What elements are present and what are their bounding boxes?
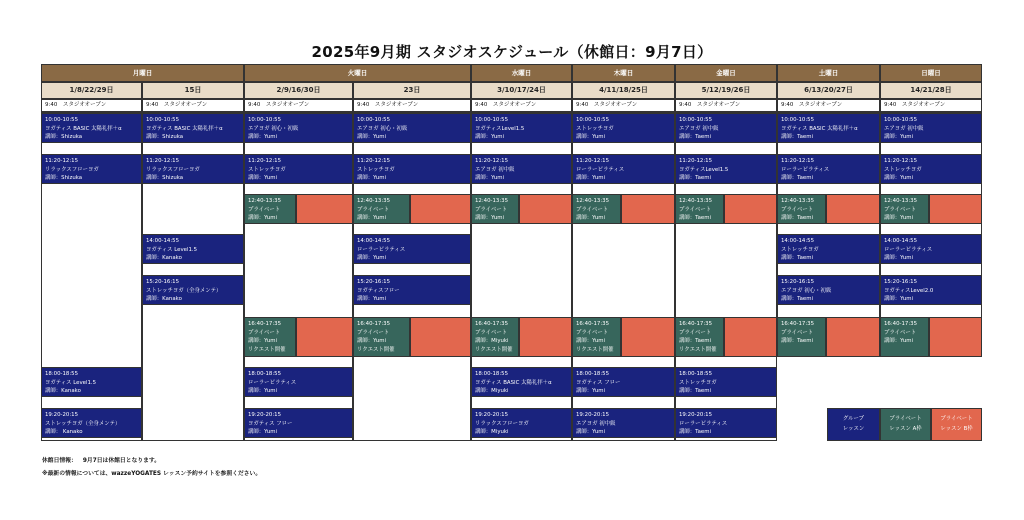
lesson-time: 11:20-12:15 [248, 158, 282, 164]
lesson-instructor: 講師：Miyuki [475, 388, 509, 395]
private-lesson-block [244, 317, 296, 357]
lesson-time: 12:40-13:35 [576, 198, 610, 204]
lesson-instructor: 講師：Yumi [576, 429, 606, 436]
lesson-time: 18:00-18:55 [679, 371, 713, 377]
lesson-instructor: 講師：Yumi [884, 296, 914, 303]
lesson-time: 10:00-10:55 [357, 117, 391, 123]
weekday-header: 日曜日 [880, 64, 982, 82]
lesson-time: 16:40-17:35 [248, 321, 282, 327]
lesson-block [353, 113, 471, 143]
lesson-instructor: 講師：Yumi [357, 296, 387, 303]
lesson-instructor: 講師：Yumi [884, 338, 914, 345]
lesson-name: プライベート [781, 206, 814, 213]
lesson-block [880, 154, 982, 184]
date-header: 3/10/17/24日 [471, 82, 572, 99]
lesson-name: プライベート [475, 206, 508, 213]
lesson-time: 11:20-12:15 [45, 158, 79, 164]
studio-open-row: 9:40 スタジオオープン [142, 99, 244, 112]
lesson-time: 19:20-20:15 [576, 412, 610, 418]
lesson-time: 12:40-13:35 [781, 198, 815, 204]
lesson-instructor: 講師：Taemi [781, 175, 813, 182]
private-lesson-block [880, 194, 929, 224]
lesson-name: ヨガティスフロー [357, 287, 400, 294]
lesson-name: ストレッチヨガ [884, 166, 922, 173]
lesson-time: 16:40-17:35 [357, 321, 391, 327]
lesson-name: ヨガティス BASIC 太陽礼拝＋α [146, 125, 223, 132]
lesson-request-note: リクエスト開催 [248, 346, 286, 353]
lesson-name: プライベート [884, 329, 917, 336]
lesson-name: ヨガティスLevel1.5 [679, 166, 729, 173]
lesson-instructor: 講師：Yumi [884, 255, 914, 262]
lesson-name: ストレッチヨガ [576, 125, 614, 132]
lesson-instructor: 講師：Kanako [45, 388, 81, 395]
lesson-instructor: 講師：Taemi [781, 134, 813, 141]
lesson-time: 19:20-20:15 [679, 412, 713, 418]
private-lesson-block [880, 317, 929, 357]
lesson-name: ストレッチヨガ [357, 166, 395, 173]
studio-open-row: 9:40 スタジオオープン [572, 99, 675, 112]
lesson-instructor: 講師：Yumi [475, 175, 505, 182]
lesson-block [880, 234, 982, 264]
lesson-time: 11:20-12:15 [576, 158, 610, 164]
lesson-time: 12:40-13:35 [357, 198, 391, 204]
legend-private-a-line2: レッスン A枠 [889, 426, 922, 432]
lesson-instructor: 講師：Yumi [357, 134, 387, 141]
private-b-slot [621, 194, 675, 224]
lesson-name: リラックスフローヨガ [146, 166, 200, 173]
lesson-name: ヨガティス フロー [248, 420, 293, 427]
lesson-time: 10:00-10:55 [248, 117, 282, 123]
lesson-instructor: 講師：Taemi [679, 215, 711, 222]
lesson-name: プライベート [248, 329, 281, 336]
lesson-time: 15:20-16:15 [357, 279, 391, 285]
legend-private-b-line2: レッスン B枠 [940, 426, 973, 432]
lesson-instructor: 講師：Shizuka [45, 175, 83, 182]
legend-group-line1: グループ [842, 416, 865, 422]
lesson-instructor: 講師：Taemi [679, 429, 711, 436]
lesson-block [675, 367, 777, 397]
private-lesson-block [572, 194, 621, 224]
lesson-instructor: 講師：Yumi [357, 255, 387, 262]
lesson-instructor: 講師：Kanako [146, 296, 182, 303]
private-lesson-block [353, 194, 410, 224]
legend-private-a-line1: プライベート [889, 416, 922, 422]
lesson-instructor: 講師：Shizuka [146, 134, 184, 141]
lesson-instructor: 講師：Yumi [248, 134, 278, 141]
lesson-name: プライベート [781, 329, 814, 336]
studio-open-row: 9:40 スタジオオープン [675, 99, 777, 112]
lesson-time: 10:00-10:55 [576, 117, 610, 123]
weekday-header: 金曜日 [675, 64, 777, 82]
studio-open-row: 9:40 スタジオオープン [244, 99, 353, 112]
lesson-block [142, 113, 244, 143]
lesson-name: プライベート [679, 329, 712, 336]
lesson-instructor: 講師：Yumi [884, 175, 914, 182]
lesson-instructor: 講師：Miyuki [475, 338, 509, 345]
weekday-header: 水曜日 [471, 64, 572, 82]
lesson-name: ストレッチヨガ（全身メンテ） [45, 420, 121, 427]
lesson-instructor: 講師： Kanako [45, 429, 83, 436]
lesson-name: ローラーピラティス [781, 166, 830, 173]
private-b-slot [826, 317, 880, 357]
lesson-time: 12:40-13:35 [475, 198, 509, 204]
private-b-slot [410, 194, 471, 224]
lesson-time: 15:20-16:15 [781, 279, 815, 285]
lesson-name: エアヨガ 初中級 [576, 420, 616, 427]
lesson-instructor: 講師：Shizuka [146, 175, 184, 182]
lesson-name: ストレッチヨガ [781, 246, 819, 253]
private-b-slot [621, 317, 675, 357]
lesson-time: 12:40-13:35 [884, 198, 918, 204]
lesson-time: 16:40-17:35 [884, 321, 918, 327]
lesson-time: 11:20-12:15 [357, 158, 391, 164]
lesson-block [471, 154, 572, 184]
lesson-block [777, 234, 880, 264]
lesson-instructor: 講師：Yumi [248, 338, 278, 345]
lesson-block [572, 113, 675, 143]
private-b-slot [929, 194, 982, 224]
lesson-time: 14:00-14:55 [884, 238, 918, 244]
lesson-block [880, 113, 982, 143]
lesson-time: 14:00-14:55 [146, 238, 180, 244]
lesson-time: 12:40-13:35 [679, 198, 713, 204]
lesson-name: ローラーピラティス [357, 246, 406, 253]
lesson-instructor: 講師：Yumi [884, 134, 914, 141]
lesson-time: 18:00-18:55 [475, 371, 509, 377]
lesson-instructor: 講師：Taemi [679, 175, 711, 182]
lesson-instructor: 講師：Taemi [781, 215, 813, 222]
lesson-name: エアヨガ 初中級 [884, 125, 924, 132]
legend-private-a [880, 408, 931, 441]
lesson-time: 14:00-14:55 [781, 238, 815, 244]
lesson-block [880, 275, 982, 305]
lesson-time: 14:00-14:55 [357, 238, 391, 244]
lesson-time: 16:40-17:35 [679, 321, 713, 327]
lesson-name: エアヨガ 初心・初級 [781, 287, 832, 294]
weekday-header: 木曜日 [572, 64, 675, 82]
lesson-name: プライベート [357, 329, 390, 336]
page-title: 2025年9月期 スタジオスケジュール（休館日：9月7日） [311, 43, 713, 61]
private-b-slot [929, 317, 982, 357]
lesson-instructor: 講師：Yumi [248, 215, 278, 222]
lesson-instructor: 講師：Yumi [475, 215, 505, 222]
lesson-block [41, 154, 142, 184]
lesson-time: 19:20-20:15 [45, 412, 79, 418]
lesson-request-note: リクエスト開催 [475, 346, 513, 353]
lesson-instructor: 講師：Yumi [576, 175, 606, 182]
private-b-slot [296, 317, 353, 357]
lesson-time: 16:40-17:35 [576, 321, 610, 327]
lesson-block [471, 408, 572, 438]
lesson-name: ローラーピラティス [679, 420, 728, 427]
lesson-block [142, 154, 244, 184]
date-header: 5/12/19/26日 [675, 82, 777, 99]
lesson-name: ストレッチヨガ [248, 166, 286, 173]
lesson-block [675, 408, 777, 438]
date-header: 23日 [353, 82, 471, 99]
closed-day-note [42, 455, 160, 464]
lesson-name: ヨガティス BASIC 太陽礼拝＋α [475, 379, 552, 386]
lesson-name: エアヨガ 初心・初級 [248, 125, 299, 132]
weekday-header: 火曜日 [244, 64, 471, 82]
lesson-time: 11:20-12:15 [884, 158, 918, 164]
lesson-time: 18:00-18:55 [248, 371, 282, 377]
lesson-block [142, 234, 244, 264]
lesson-name: ヨガティス Level1.5 [146, 246, 198, 253]
closed-day-label: 休館日情報： [42, 458, 77, 464]
lesson-block [471, 367, 572, 397]
weekday-header: 土曜日 [777, 64, 880, 82]
private-b-slot [410, 317, 471, 357]
lesson-instructor: 講師：Yumi [357, 215, 387, 222]
lesson-time: 15:20-16:15 [146, 279, 180, 285]
lesson-block [244, 154, 353, 184]
lesson-time: 15:20-16:15 [884, 279, 918, 285]
lesson-name: プライベート [884, 206, 917, 213]
lesson-block [675, 113, 777, 143]
lesson-time: 10:00-10:55 [679, 117, 713, 123]
lesson-name: エアヨガ 初心・初級 [357, 125, 408, 132]
date-header: 4/11/18/25日 [572, 82, 675, 99]
lesson-time: 16:40-17:35 [781, 321, 815, 327]
lesson-instructor: 講師：Kanako [146, 255, 182, 262]
lesson-time: 11:20-12:15 [475, 158, 509, 164]
studio-open-row: 9:40 スタジオオープン [880, 99, 982, 112]
date-header: 14/21/28日 [880, 82, 982, 99]
private-b-slot [519, 317, 572, 357]
lesson-instructor: 講師：Taemi [679, 388, 711, 395]
lesson-block [777, 275, 880, 305]
lesson-name: リラックスフローヨガ [475, 420, 529, 427]
lesson-instructor: 講師：Shizuka [45, 134, 83, 141]
private-b-slot [826, 194, 880, 224]
lesson-instructor: 講師：Yumi [576, 215, 606, 222]
lesson-name: ローラーピラティス [576, 166, 625, 173]
lesson-block [675, 154, 777, 184]
private-b-slot [724, 194, 777, 224]
lesson-time: 11:20-12:15 [679, 158, 713, 164]
lesson-instructor: 講師：Yumi [248, 429, 278, 436]
lesson-instructor: 講師：Taemi [781, 296, 813, 303]
lesson-block [142, 275, 244, 305]
lesson-block [777, 154, 880, 184]
lesson-block [244, 113, 353, 143]
private-lesson-block [471, 317, 519, 357]
lesson-instructor: 講師：Yumi [248, 175, 278, 182]
private-b-slot [519, 194, 572, 224]
lesson-instructor: 講師：Yumi [576, 134, 606, 141]
lesson-name: ローラーピラティス [884, 246, 933, 253]
lesson-instructor: 講師：Taemi [679, 134, 711, 141]
lesson-instructor: 講師：Taemi [781, 255, 813, 262]
lesson-time: 10:00-10:55 [146, 117, 180, 123]
private-lesson-block [675, 317, 724, 357]
lesson-time: 16:40-17:35 [475, 321, 509, 327]
legend-group-line2: レッスン [842, 426, 865, 432]
private-lesson-block [353, 317, 410, 357]
private-lesson-block [244, 194, 296, 224]
lesson-name: プライベート [576, 329, 609, 336]
lesson-name: プライベート [576, 206, 609, 213]
private-lesson-block [471, 194, 519, 224]
lesson-instructor: 講師：Yumi [357, 175, 387, 182]
lesson-name: ストレッチヨガ [679, 379, 717, 386]
lesson-time: 10:00-10:55 [45, 117, 79, 123]
lesson-time: 11:20-12:15 [781, 158, 815, 164]
date-header: 2/9/16/30日 [244, 82, 353, 99]
lesson-name: ストレッチヨガ（全身メンテ） [146, 287, 222, 294]
lesson-name: プライベート [357, 206, 390, 213]
lesson-time: 12:40-13:35 [248, 198, 282, 204]
lesson-time: 19:20-20:15 [475, 412, 509, 418]
date-header: 15日 [142, 82, 244, 99]
lesson-name: プライベート [679, 206, 712, 213]
lesson-name: ヨガティスLevel1.5 [475, 125, 525, 132]
lesson-name: プライベート [248, 206, 281, 213]
lesson-name: ヨガティス Level1.5 [45, 379, 97, 386]
lesson-block [572, 408, 675, 438]
lesson-name: ヨガティス BASIC 太陽礼拝＋α [781, 125, 858, 132]
lesson-instructor: 講師：Yumi [576, 338, 606, 345]
weekday-header: 月曜日 [41, 64, 244, 82]
lesson-instructor: 講師：Yumi [248, 388, 278, 395]
lesson-time: 10:00-10:55 [475, 117, 509, 123]
lesson-instructor: 講師：Yumi [884, 215, 914, 222]
lesson-block [353, 275, 471, 305]
date-header: 6/13/20/27日 [777, 82, 880, 99]
lesson-time: 18:00-18:55 [576, 371, 610, 377]
lesson-name: ヨガティス フロー [576, 379, 621, 386]
lesson-name: ヨガティスLevel2.0 [884, 287, 934, 294]
lesson-instructor: 講師：Yumi [475, 134, 505, 141]
legend-group [827, 408, 880, 441]
date-header: 1/8/22/29日 [41, 82, 142, 99]
studio-open-row: 9:40 スタジオオープン [471, 99, 572, 112]
lesson-request-note: リクエスト開催 [576, 346, 614, 353]
lesson-name: プライベート [475, 329, 508, 336]
lesson-block [777, 113, 880, 143]
lesson-block [353, 234, 471, 264]
lesson-time: 18:00-18:55 [45, 371, 79, 377]
lesson-block [572, 154, 675, 184]
private-lesson-block [675, 194, 724, 224]
lesson-time: 10:00-10:55 [884, 117, 918, 123]
lesson-request-note: リクエスト開催 [357, 346, 395, 353]
studio-open-row: 9:40 スタジオオープン [353, 99, 471, 112]
lesson-request-note: リクエスト開催 [679, 346, 717, 353]
studio-open-row: 9:40 スタジオオープン [41, 99, 142, 112]
lesson-block [353, 154, 471, 184]
lesson-name: エアヨガ 初中級 [475, 166, 515, 173]
lesson-name: ローラーピラティス [248, 379, 297, 386]
lesson-name: リラックスフローヨガ [45, 166, 99, 173]
legend-private-b-line1: プライベート [940, 416, 973, 422]
lesson-block [41, 408, 142, 438]
lesson-block [471, 113, 572, 143]
lesson-instructor: 講師：Yumi [357, 338, 387, 345]
lesson-block [41, 113, 142, 143]
lesson-block [572, 367, 675, 397]
lesson-instructor: 講師：Yumi [576, 388, 606, 395]
studio-open-row: 9:40 スタジオオープン [777, 99, 880, 112]
lesson-block [244, 367, 353, 397]
lesson-time: 19:20-20:15 [248, 412, 282, 418]
private-lesson-block [777, 194, 826, 224]
lesson-block [41, 367, 142, 397]
lesson-name: ヨガティス BASIC 太陽礼拝＋α [45, 125, 122, 132]
legend-private-b [931, 408, 982, 441]
private-b-slot [296, 194, 353, 224]
closed-day-text: 9月7日は休館日となります。 [82, 458, 161, 464]
lesson-name: エアヨガ 初中級 [679, 125, 719, 132]
lesson-time: 11:20-12:15 [146, 158, 180, 164]
private-b-slot [724, 317, 777, 357]
private-lesson-block [777, 317, 826, 357]
lesson-instructor: 講師：Taemi [679, 338, 711, 345]
lesson-instructor: 講師：Miyuki [475, 429, 509, 436]
lesson-instructor: 講師：Taemi [781, 338, 813, 345]
lesson-time: 10:00-10:55 [781, 117, 815, 123]
lesson-block [244, 408, 353, 438]
private-lesson-block [572, 317, 621, 357]
latest-info-note: ※最新の情報については、wazzeYOGATES レッスン予約サイトを参照ください。 [42, 471, 262, 477]
